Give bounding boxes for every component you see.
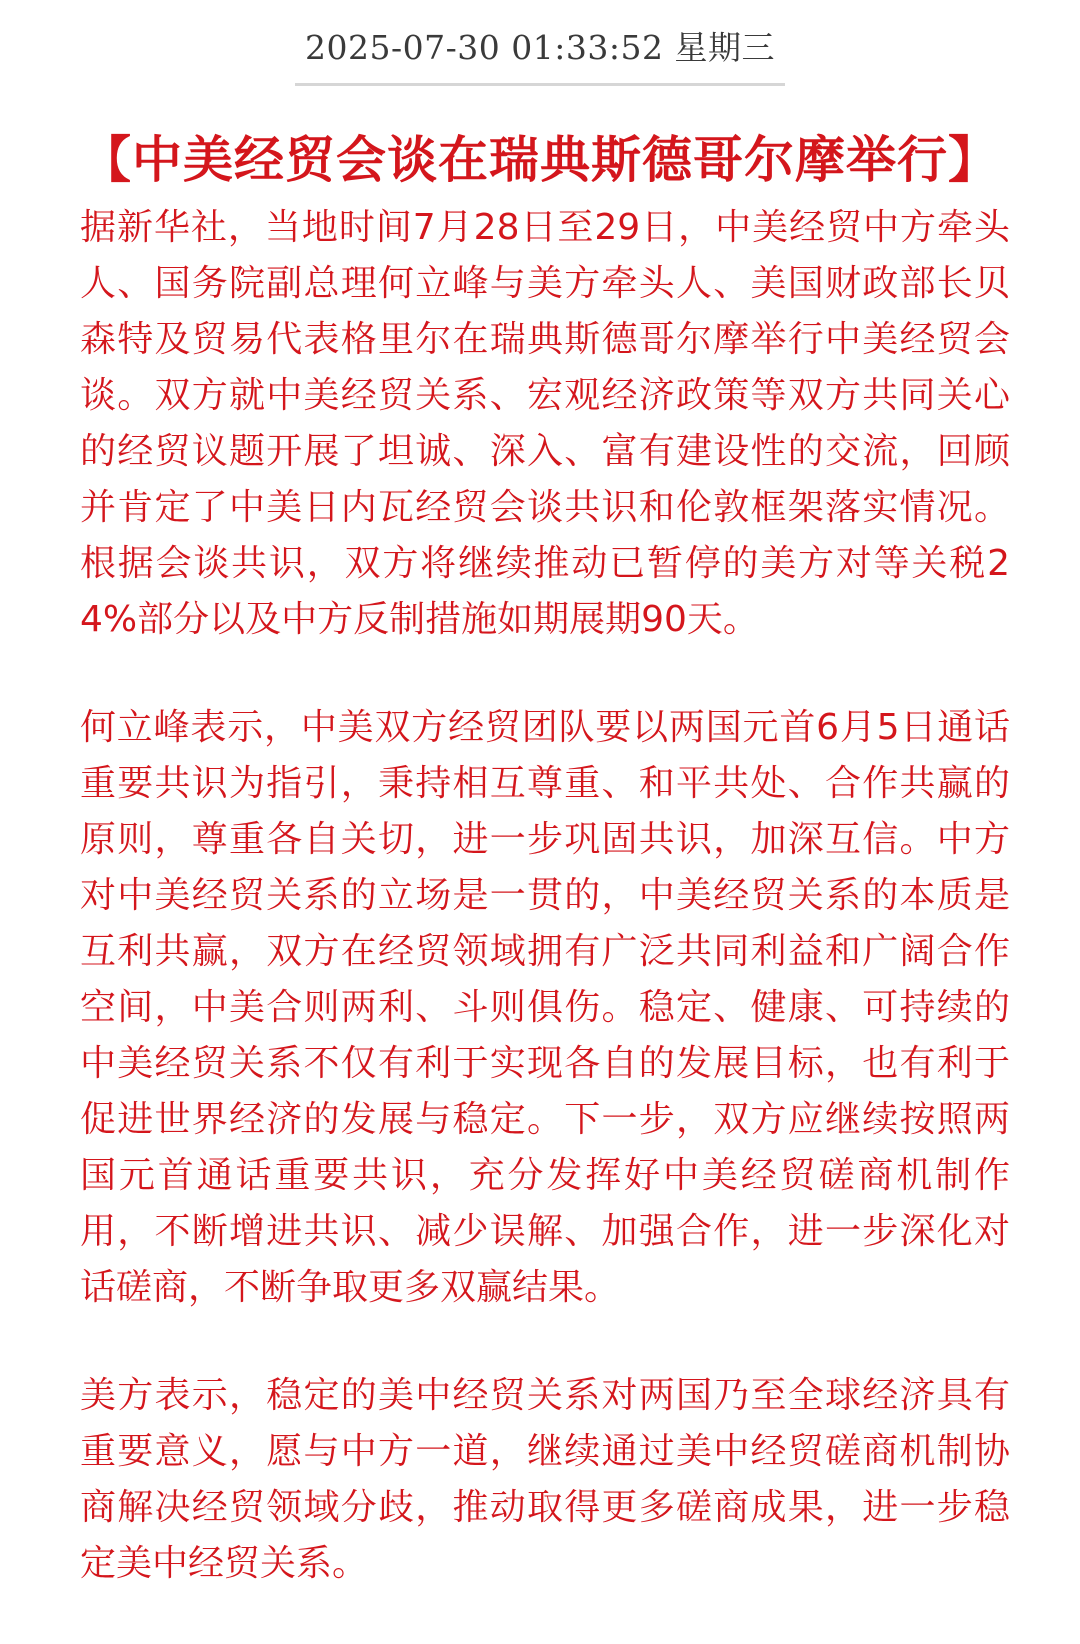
article-body <box>80 200 1010 1644</box>
datetime-stamp: 2025-07-30 01:33:52 星期三 <box>295 22 785 86</box>
header <box>0 22 1080 86</box>
article-paragraph: 据新华社，当地时间7月28日至29日，中美经贸中方牵头人、国务院副总理何立峰与美方牵头人、美国财政部长贝森特及贸易代表格里尔在瑞典斯德哥尔摩举行中美经贸会谈。双方就中美经贸关系、宏观经济政策等双方共同关心的经贸议题开展了坦诚、深入、富有建设性的交流，回顾并肯定了中美日内瓦经贸会谈共识和伦敦框架落实情况。根据会谈共识，双方将继续推动已暂停的美方对等关税24%部分以及中方反制措施如期展期90天。 <box>80 207 1010 640</box>
article-paragraph: 美方表示，稳定的美中经贸关系对两国乃至全球经济具有重要意义，愿与中方一道，继续通过美中经贸磋商机制协商解决经贸领域分歧，推动取得更多磋商成果，进一步稳定美中经贸关系。 <box>80 1375 1010 1584</box>
article-title: 【中美经贸会谈在瑞典斯德哥尔摩举行】 <box>81 130 999 189</box>
article-paragraph: 何立峰表示，中美双方经贸团队要以两国元首6月5日通话重要共识为指引，秉持相互尊重、和平共处、合作共赢的原则，尊重各自关切，进一步巩固共识，加深互信。中方对中美经贸关系的立场是一贯的，中美经贸关系的本质是互利共赢，双方在经贸领域拥有广泛共同利益和广阔合作空间，中美合则两利、斗则俱伤。稳定、健康、可持续的中美经贸关系不仅有利于实现各自的发展目标，也有利于促进世界经济的发展与稳定。下一步，双方应继续按照两国元首通话重要共识，充分发挥好中美经贸磋商机制作用，不断增进共识、减少误解、加强合作，进一步深化对话磋商，不断争取更多双赢结果。 <box>80 707 1010 1308</box>
